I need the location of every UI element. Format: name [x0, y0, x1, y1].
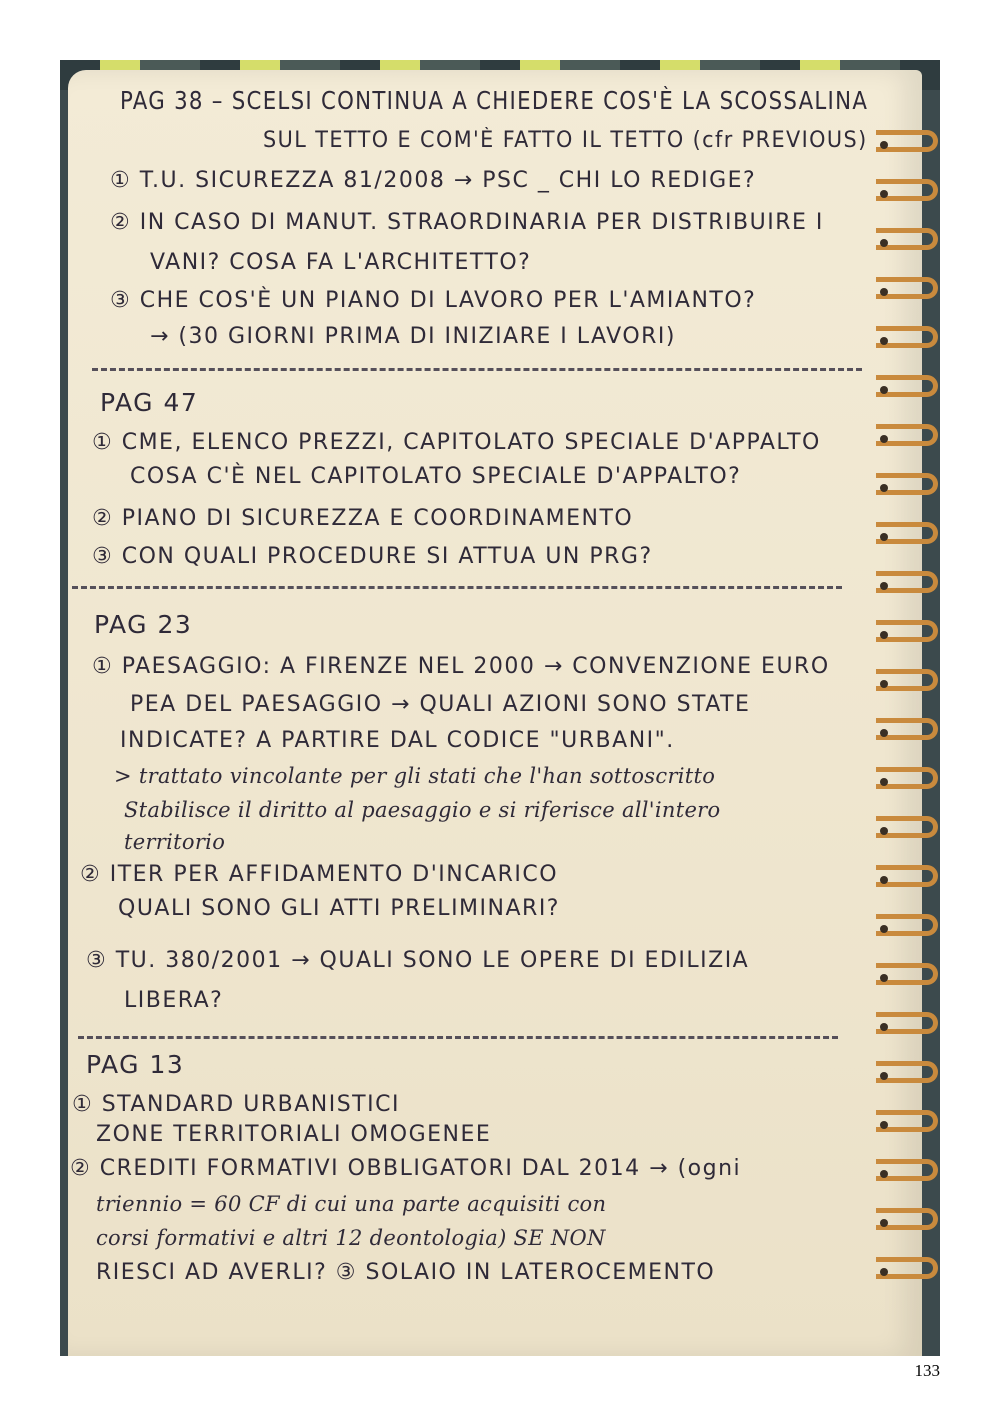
binding-hole: [880, 337, 888, 345]
note-line: PEA DEL PAESAGGIO → QUALI AZIONI SONO STATE: [130, 692, 751, 717]
notebook-photo: [60, 60, 940, 1356]
note-line: ① T.U. SICUREZZA 81/2008 → PSC _ CHI LO REDIGE?: [110, 168, 757, 193]
binding-hole: [880, 1023, 888, 1031]
binding-hole: [880, 1170, 888, 1178]
binding-hole: [880, 876, 888, 884]
spiral-coil: [876, 669, 938, 691]
spiral-coil: [876, 473, 938, 495]
binding-hole: [880, 1121, 888, 1129]
note-line: ① PAESAGGIO: A FIRENZE NEL 2000 → CONVENZIONE EURO: [92, 654, 830, 679]
note-line: ③ TU. 380/2001 → QUALI SONO LE OPERE DI EDILIZIA: [86, 948, 750, 973]
note-line: ② PIANO DI SICUREZZA E COORDINAMENTO: [92, 506, 634, 531]
note-line: ③ CHE COS'È UN PIANO DI LAVORO PER L'AMIANTO?: [110, 288, 757, 313]
section-separator: [72, 586, 842, 589]
binding-hole: [880, 1268, 888, 1276]
note-line: > trattato vincolante per gli stati che l'han sottoscritto: [114, 764, 716, 788]
binding-hole: [880, 190, 888, 198]
spiral-binding: [870, 130, 940, 1330]
binding-hole: [880, 631, 888, 639]
binding-hole: [880, 1072, 888, 1080]
note-line: ② CREDITI FORMATIVI OBBLIGATORI DAL 2014 → (ogni: [70, 1156, 742, 1181]
binding-hole: [880, 435, 888, 443]
section-separator: [78, 1036, 838, 1039]
section-separator: [92, 368, 862, 371]
binding-hole: [880, 484, 888, 492]
spiral-coil: [876, 865, 938, 887]
spiral-coil: [876, 277, 938, 299]
spiral-coil: [876, 130, 938, 152]
spiral-coil: [876, 718, 938, 740]
spiral-coil: [876, 1012, 938, 1034]
note-line: PAG 13: [86, 1050, 185, 1079]
note-line: ① STANDARD URBANISTICI: [72, 1092, 400, 1117]
spiral-coil: [876, 326, 938, 348]
spiral-coil: [876, 375, 938, 397]
spiral-coil: [876, 1159, 938, 1181]
note-line: ③ CON QUALI PROCEDURE SI ATTUA UN PRG?: [92, 544, 653, 569]
note-line: VANI? COSA FA L'ARCHITETTO?: [150, 250, 532, 275]
note-line: → (30 GIORNI PRIMA DI INIZIARE I LAVORI): [150, 324, 677, 349]
binding-hole: [880, 239, 888, 247]
binding-hole: [880, 582, 888, 590]
note-line: QUALI SONO GLI ATTI PRELIMINARI?: [118, 896, 560, 921]
binding-hole: [880, 925, 888, 933]
note-line: PAG 23: [94, 610, 193, 639]
note-line: PAG 47: [100, 388, 199, 417]
binding-hole: [880, 974, 888, 982]
spiral-coil: [876, 963, 938, 985]
spiral-coil: [876, 816, 938, 838]
notebook-page: [68, 70, 922, 1356]
note-line: ② IN CASO DI MANUT. STRAORDINARIA PER DISTRIBUIRE I: [110, 210, 824, 235]
binding-hole: [880, 288, 888, 296]
binding-hole: [880, 827, 888, 835]
note-line: LIBERA?: [124, 988, 224, 1013]
note-line: Stabilisce il diritto al paesaggio e si riferisce all'intero: [124, 798, 721, 822]
spiral-coil: [876, 424, 938, 446]
binding-hole: [880, 386, 888, 394]
page-number: 133: [914, 1361, 940, 1380]
binding-hole: [880, 141, 888, 149]
note-line: INDICATE? A PARTIRE DAL CODICE "URBANI".: [120, 728, 675, 753]
spiral-coil: [876, 1061, 938, 1083]
binding-hole: [880, 533, 888, 541]
binding-hole: [880, 680, 888, 688]
note-line: territorio: [124, 830, 226, 854]
spiral-coil: [876, 1257, 938, 1279]
spiral-coil: [876, 914, 938, 936]
binding-hole: [880, 778, 888, 786]
spiral-coil: [876, 1208, 938, 1230]
spiral-coil: [876, 228, 938, 250]
binding-hole: [880, 1219, 888, 1227]
note-line: triennio = 60 CF di cui una parte acquisiti con: [96, 1192, 607, 1216]
note-line: RIESCI AD AVERLI? ③ SOLAIO IN LATEROCEMENTO: [96, 1260, 716, 1285]
note-line: ZONE TERRITORIALI OMOGENEE: [96, 1122, 492, 1147]
spiral-coil: [876, 767, 938, 789]
spiral-coil: [876, 179, 938, 201]
binding-hole: [880, 729, 888, 737]
note-line: ② ITER PER AFFIDAMENTO D'INCARICO: [80, 862, 559, 887]
spiral-coil: [876, 522, 938, 544]
spiral-coil: [876, 1110, 938, 1132]
note-line: COSA C'È NEL CAPITOLATO SPECIALE D'APPALTO?: [130, 464, 742, 489]
note-line: corsi formativi e altri 12 deontologia) SE NON: [96, 1226, 606, 1250]
spiral-coil: [876, 571, 938, 593]
note-line: ① CME, ELENCO PREZZI, CAPITOLATO SPECIALE D'APPALTO: [92, 430, 821, 455]
note-line: SUL TETTO E COM'È FATTO IL TETTO (cfr PREVIOUS): [263, 128, 868, 153]
note-line: PAG 38 – SCELSI CONTINUA A CHIEDERE COS'È LA SCOSSALINA: [120, 86, 869, 115]
spiral-coil: [876, 620, 938, 642]
